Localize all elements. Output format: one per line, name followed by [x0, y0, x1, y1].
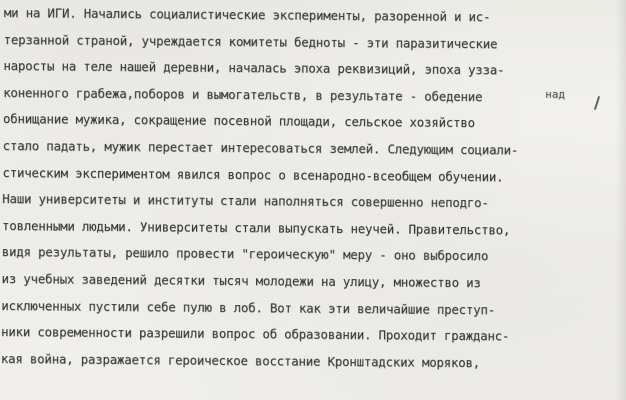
scan-edge-shadow [616, 0, 626, 400]
text-line-5: обнищание мужика, сокращение посевной площади, сельское хозяйство [2, 111, 475, 131]
text-line-4-content: коненного грабежа,поборов и вымогательств, в результате - обедение [3, 84, 483, 104]
text-line-13: ники современности разрешили вопрос об образовании. Проходит гражданс- [1, 324, 510, 344]
text-line-3: наросты на теле нашей деревни, началась эпоха реквизиций, эпоха узза- [3, 58, 505, 78]
text-line-8: Наши университеты и институты стали наполняться совершенно неподго- [2, 191, 489, 211]
text-line-9: товленными людьми. Университеты стали выпускать неучей. Правительство, [1, 217, 511, 238]
text-line-1: ми на ИГИ. Начались социалистические эксперименты, разоренной и ис- [3, 4, 491, 25]
text-line-10: видя результаты, решило провести "героическую" меру - оно выбросило [1, 244, 489, 264]
text-line-11: из учебных заведений десятки тысяч молодежи на улицу, множество из [1, 270, 481, 291]
text-line-14: кая война, разражается героическое восстание Кронштадских моряков, [0, 350, 481, 370]
text-line-7: стическим экспериментом явился вопрос о всенародно-всеобщем обучении. [2, 164, 504, 184]
document-body [1, 0, 626, 378]
handwritten-insertion: над [545, 87, 566, 101]
text-line-12: исключенных пустили себе пулю в лоб. Вот как эти величайшие преступ- [1, 297, 496, 317]
text-line-6: стало падать, мужик перестает интересоваться землей. Следующим социали- [2, 137, 519, 158]
text-line-2: терзанной страной, учреждается комитеты бедноты - эти паразитические [3, 31, 498, 51]
